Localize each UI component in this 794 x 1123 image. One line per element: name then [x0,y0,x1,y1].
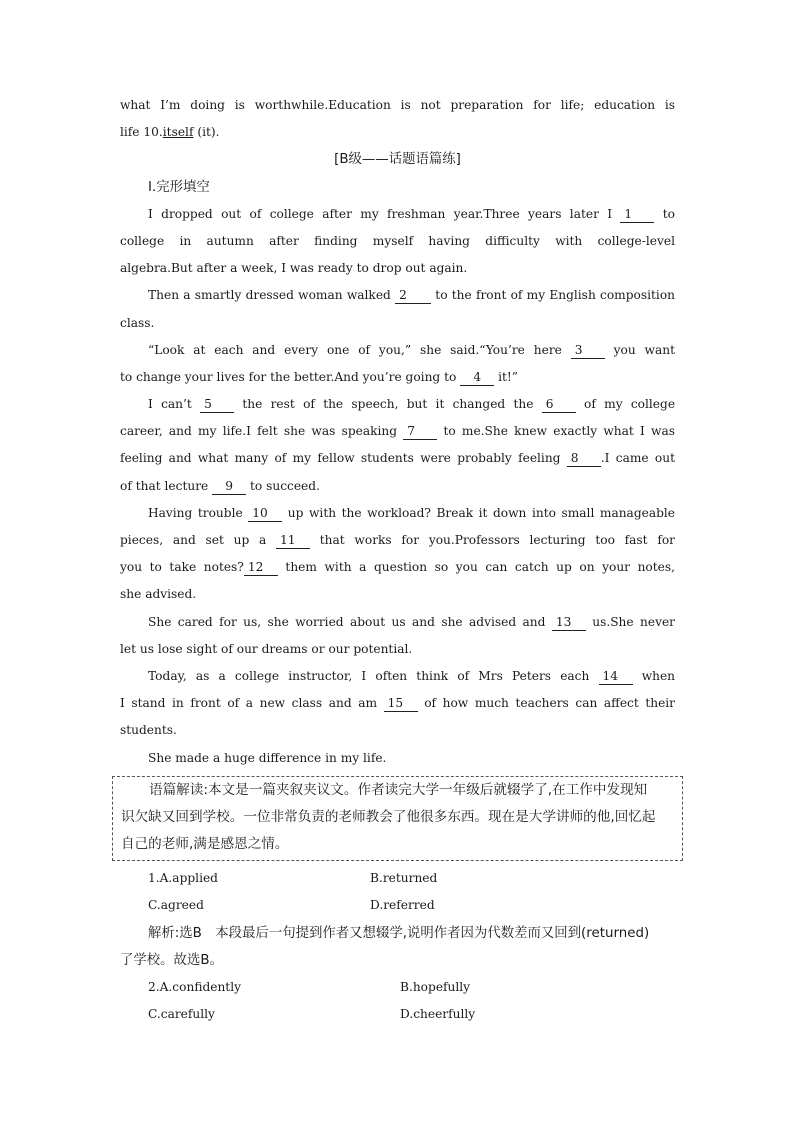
option-2d[interactable]: D.cheerfully [400,1007,476,1022]
text: college in autumn after finding myself having difficulty with college-level [120,233,675,248]
passage-line [120,745,675,772]
blank-14[interactable]: 14 [599,668,633,685]
question-2-options-row [120,1001,675,1028]
analysis-line [121,804,674,831]
blank-10[interactable]: 10 [248,505,282,522]
text: of my college [584,397,675,412]
section-heading [120,146,675,173]
blank-11[interactable]: 11 [276,532,310,549]
passage-line [120,663,675,690]
passage-line [120,473,675,500]
text: us.She never [592,614,675,629]
text: up with the workload? Break it down into small manageable [287,505,675,520]
passage-line [120,364,675,391]
question-2-options-row [120,974,675,1001]
blank-15[interactable]: 15 [384,695,418,712]
text: to change your lives for the better.And you’re going to [120,369,457,384]
text: to [662,206,675,221]
passage-line [120,391,675,418]
passage-line [120,445,675,472]
blank-2[interactable]: 2 [395,287,431,304]
text: career, and my life.I felt she was speaking [120,424,398,439]
option-2b[interactable]: B.hopefully [400,980,471,994]
passage-line [120,527,675,554]
text: I dropped out of college after my freshman year.Three years later I [148,206,613,221]
text-line [120,92,675,119]
option-1b[interactable]: B.returned [370,871,438,886]
explanation-line [120,920,675,947]
text: 识欠缺又回到学校。一位非常负责的老师教会了他很多东西。现在是大学讲师的他,回忆起 [121,808,656,825]
explanation-line [120,947,675,974]
passage-line [120,337,675,364]
text: feeling and what many of my fellow students were probably feeling [120,451,561,466]
text: the rest of the speech, but it changed the [242,397,534,412]
passage-line [120,609,675,636]
heading-text: [B级——话题语篇练] [334,152,461,168]
text: I stand in front of a new class and am [120,696,378,711]
blank-13[interactable]: 13 [552,614,586,631]
text: when [641,668,675,683]
question-1-options-row [120,892,675,919]
text: She cared for us, she worried about us and she advised and [148,614,546,629]
option-1a[interactable]: 1.A.applied [148,871,218,886]
blank-7[interactable]: 7 [403,423,437,440]
text: students. [120,723,177,738]
blank-12[interactable]: 12 [244,559,278,576]
passage-line [120,690,675,717]
answer-itself: itself [162,125,194,140]
passage-line [120,500,675,527]
text: 语篇解读:本文是一篇夹叙夹议文。作者读完大学一年级后就辍学了,在工作中发现知 [149,781,648,798]
passage-line [120,255,675,282]
passage-line [120,310,675,337]
text: it!” [498,369,519,384]
passage-line [120,581,675,608]
text: let us lose sight of our dreams or our potential. [120,641,413,656]
blank-6[interactable]: 6 [542,396,576,413]
text: Then a smartly dressed woman walked [148,288,391,303]
text: to me.She knew exactly what I was [443,424,675,439]
passage-line [120,201,675,228]
text: .I came out [600,451,675,466]
passage-line [120,282,675,309]
option-1c[interactable]: C.agreed [148,898,204,913]
blank-3[interactable]: 3 [571,342,605,359]
text: life 10. [120,125,163,140]
blank-5[interactable]: 5 [200,396,234,413]
text: class. [120,315,155,330]
text: I can’t [148,397,192,412]
section-title [120,174,675,201]
analysis-line [121,831,674,858]
text: she advised. [120,587,197,602]
text: you want [613,342,675,357]
section-text: Ⅰ.完形填空 [148,179,210,195]
text: She made a huge difference in my life. [148,750,387,765]
analysis-box [112,776,683,862]
text: to the front of my English composition [435,288,675,303]
analysis-line [121,777,674,804]
blank-4[interactable]: 4 [460,369,494,386]
passage-line [120,554,675,581]
text-line [120,119,675,146]
text: them with a question so you can catch up on your notes, [285,560,675,575]
text: of that lecture [120,478,209,493]
document-page [120,92,675,1028]
option-2a[interactable]: 2.A.confidently [148,980,241,994]
passage-line [120,228,675,255]
blank-8[interactable]: 8 [567,450,601,467]
text: 自己的老师,满是感恩之情。 [121,836,289,853]
passage-line [120,636,675,663]
text: algebra.But after a week, I was ready to drop out again. [120,261,468,276]
text: 解析:选B 本段最后一句提到作者又想辍学,说明作者因为代数差而又回到(returned) [148,925,650,941]
text: to succeed. [249,478,320,493]
text: Having trouble [148,505,243,520]
question-1-options-row [120,865,675,892]
option-1d[interactable]: D.referred [370,898,435,913]
text: that works for you.Professors lecturing too fast for [319,533,675,547]
text: 了学校。故选B。 [120,952,223,968]
passage-line [120,717,675,744]
blank-9[interactable]: 9 [212,478,246,495]
text: Today, as a college instructor, I often think of Mrs Peters each [148,668,590,683]
option-2c[interactable]: C.carefully [148,1007,215,1022]
text: (it). [193,125,220,140]
text: you to take notes? [120,560,244,575]
text: what I’m doing is worthwhile.Education is not preparation for life; education is [120,98,675,112]
blank-1[interactable]: 1 [620,206,654,223]
text: “Look at each and every one of you,” she said.“You’re here [148,342,562,357]
passage-line [120,418,675,445]
text: pieces, and set up a [120,533,267,547]
text: of how much teachers can affect their [424,696,675,711]
